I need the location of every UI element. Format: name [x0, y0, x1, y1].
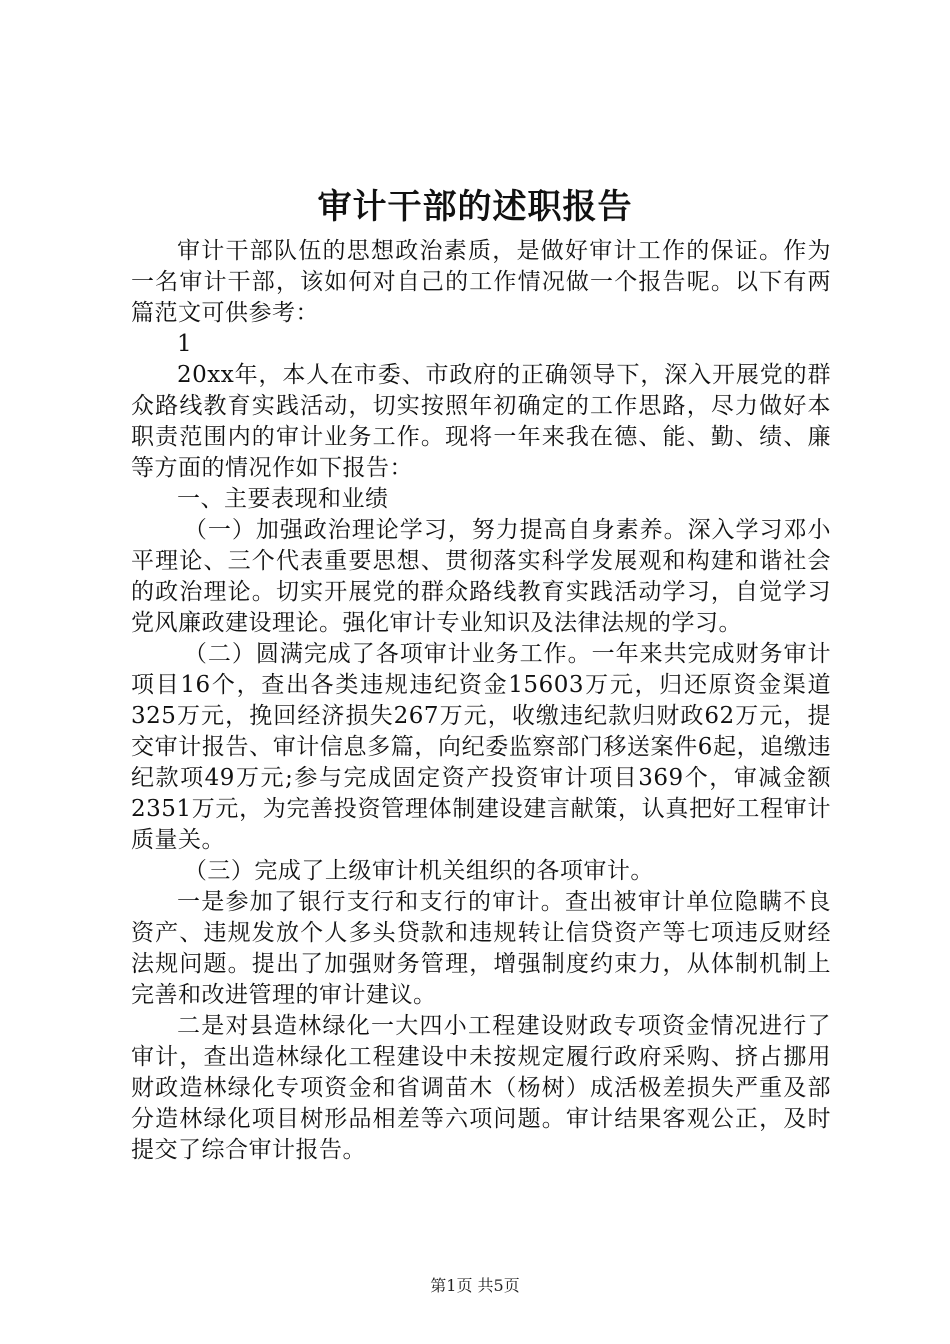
document-body	[131, 236, 831, 1166]
section-number: 1	[177, 331, 193, 357]
report-opening-paragraph: 20xx年，本人在市委、市政府的正确领导下，深入开展党的群众路线教育实践活动，切实按照年初确定的工作思路，尽力做好本职责范围内的审计业务工作。现将一年来我在德、能、勤、绩、廉等方面的情况作如下报告：	[131, 362, 831, 481]
audit-item-2-paragraph: 二是对县造林绿化一大四小工程建设财政专项资金情况进行了审计，查出造林绿化工程建设中未按规定履行政府采购、挤占挪用财政造林绿化专项资金和省调苗木（杨树）成活极差损失严重及部分造林绿化项目树形品相差等六项问题。审计结果客观公正，及时提交了综合审计报告。	[131, 1013, 831, 1163]
document-title: 审计干部的述职报告	[317, 187, 633, 227]
audit-item-1-paragraph: 一是参加了银行支行和支行的审计。查出被审计单位隐瞒不良资产、违规发放个人多头贷款和违规转让信贷资产等七项违反财经法规问题。提出了加强财务管理，增强制度约束力，从体制机制上完善和改进管理的审计建议。	[131, 889, 831, 1008]
subsection-3-heading: （三）完成了上级审计机关组织的各项审计。	[183, 858, 654, 884]
intro-paragraph: 审计干部队伍的思想政治素质，是做好审计工作的保证。作为一名审计干部，该如何对自己的工作情况做一个报告呢。以下有两篇范文可供参考：	[131, 238, 831, 326]
page-footer: 第1页 共5页	[430, 1276, 520, 1295]
subsection-2-paragraph: （二）圆满完成了各项审计业务工作。一年来共完成财务审计项目16个，查出各类违规违纪资金15603万元，归还原资金渠道325万元，挽回经济损失267万元，收缴违纪款归财政62万元，提交审计报告、审计信息多篇，向纪委监察部门移送案件6起，追缴违纪款项49万元;参与完成固定资产投资审计项目369个，审减金额2351万元，为完善投资管理体制建设建言献策，认真把好工程审计质量关。	[131, 641, 831, 853]
section-heading: 一、主要表现和业绩	[177, 486, 389, 512]
subsection-1-paragraph: （一）加强政治理论学习，努力提高自身素养。深入学习邓小平理论、三个代表重要思想、贯彻落实科学发展观和构建和谐社会的政治理论。切实开展党的群众路线教育实践活动学习，自觉学习党风廉政建设理论。强化审计专业知识及法律法规的学习。	[131, 517, 831, 636]
